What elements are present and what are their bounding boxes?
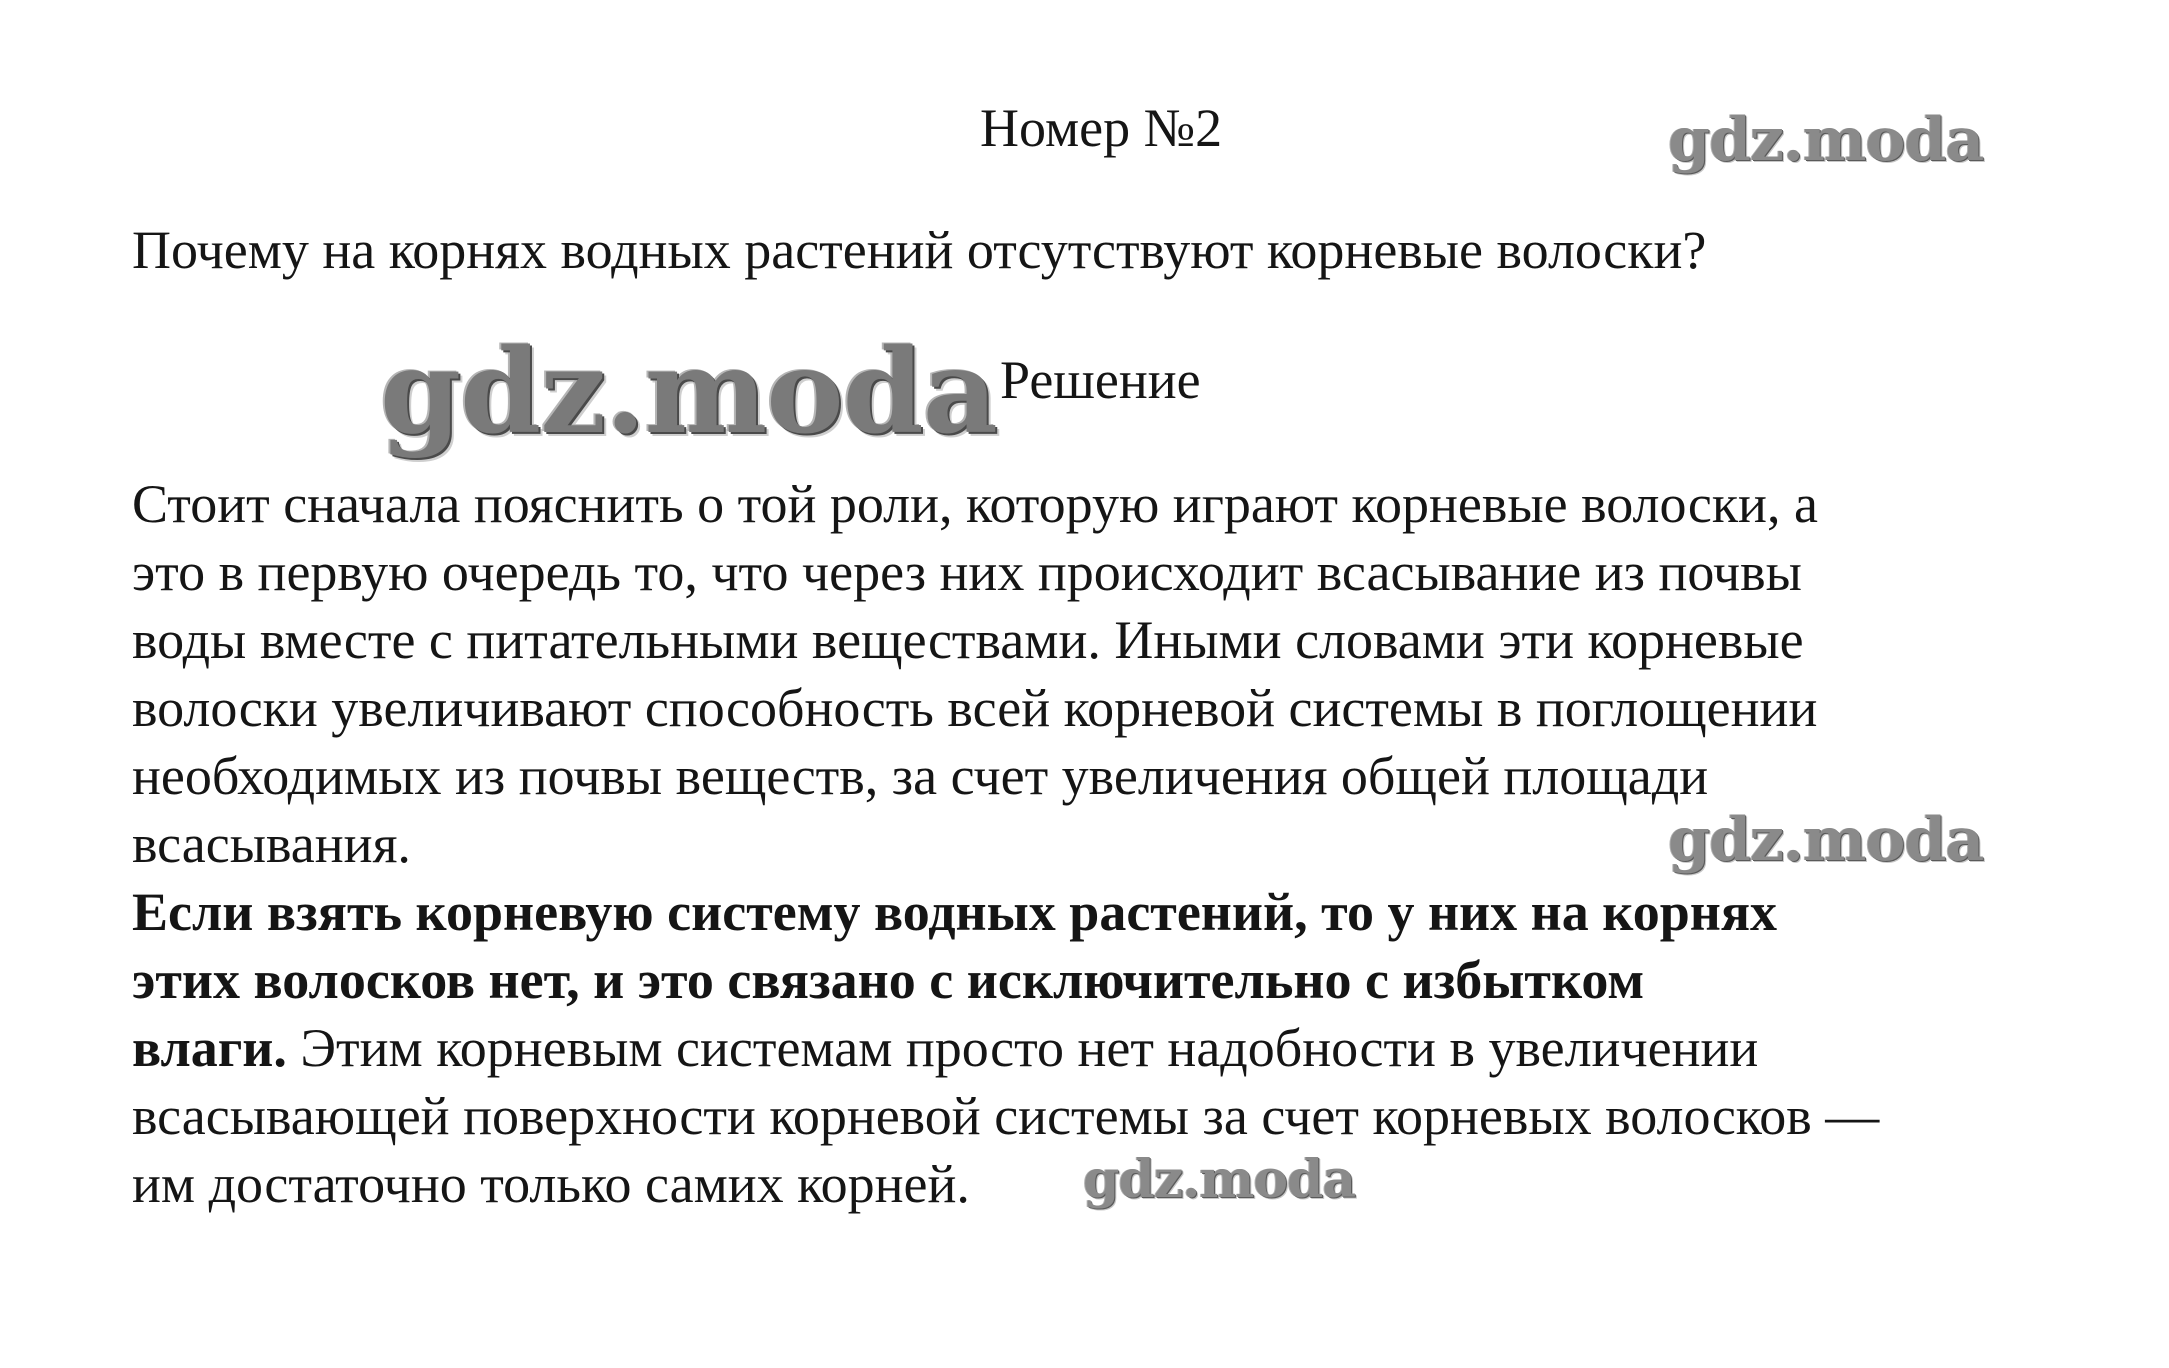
answer-line: всасывания. (132, 814, 411, 874)
answer-line: воды вместе с питательными веществами. Иными словами эти корневые (132, 610, 1804, 670)
answer-line: это в первую очередь то, что через них происходит всасывание из почвы (132, 542, 1802, 602)
answer-line: волоски увеличивают способность всей корневой системы в поглощении (132, 678, 1818, 738)
answer-bold-line: этих волосков нет, и это связано с исключительно с избытком (132, 950, 1645, 1010)
answer-mixed-line (132, 1014, 2122, 1082)
answer-normal-fragment: Этим корневым системам просто нет надобности в увеличении (286, 1018, 1759, 1078)
answer-line: необходимых из почвы веществ, за счет увеличения общей площади (132, 746, 1709, 806)
answer-line: всасывающей поверхности корневой системы за счет корневых волосков — (132, 1086, 1880, 1146)
watermark-middle: gdz.moda (1668, 805, 1984, 875)
question-text: Почему на корнях водных растений отсутствуют корневые волоски? (132, 220, 1707, 280)
answer-line: Стоит сначала пояснить о той роли, которую играют корневые волоски, а (132, 474, 1818, 534)
solution-heading: Решение (1000, 350, 1201, 410)
answer-line: им достаточно только самих корней. (132, 1154, 970, 1214)
watermark-bottom: gdz.moda (1083, 1149, 1356, 1210)
watermark-large: gdz.moda (380, 324, 997, 460)
watermark-top: gdz.moda (1668, 105, 1984, 175)
answer-bold-fragment: влаги. (132, 1018, 287, 1078)
answer-bold-line: Если взять корневую систему водных растений, то у них на корнях (132, 882, 1778, 942)
page-title: Номер №2 (980, 98, 1223, 158)
